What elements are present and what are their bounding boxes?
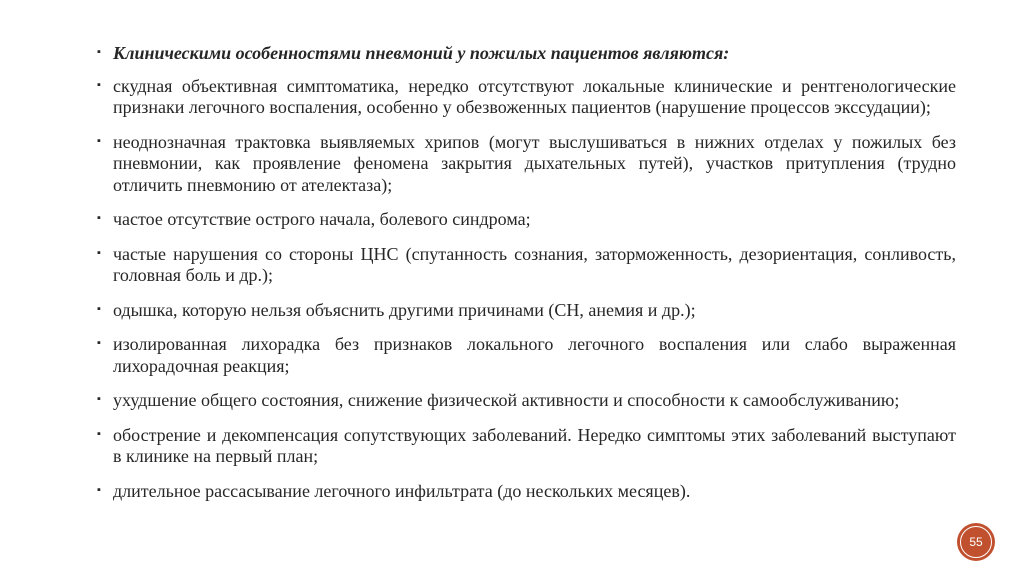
bullet-square-icon: ▪ [97, 302, 101, 315]
list-item-text: ухудшение общего состояния, снижение физической активности и способности к самообслуживанию; [113, 390, 900, 410]
list-item [96, 481, 956, 503]
list-item [96, 209, 956, 231]
list-item [96, 425, 956, 468]
list-item-text: частое отсутствие острого начала, болевого синдрома; [113, 209, 531, 229]
list-item-text: скудная объективная симптоматика, нередко отсутствуют локальные клинические и рентгенологические признаки легочного воспаления, особенно у обезвоженных пациентов (нарушение процессов экссудации); [113, 75, 956, 117]
list-item-text: длительное рассасывание легочного инфильтрата (до нескольких месяцев). [113, 480, 691, 501]
page-number: 55 [969, 535, 983, 549]
list-item [96, 244, 956, 287]
bullet-square-icon: ▪ [97, 46, 101, 58]
bullet-list [96, 43, 956, 515]
list-item [96, 132, 956, 197]
bullet-square-icon: ▪ [97, 134, 101, 147]
list-item [96, 76, 956, 119]
page-number-badge [957, 523, 995, 561]
list-item-text: изолированная лихорадка без признаков локального легочного воспаления или слабо выраженная лихорадочная реакция; [113, 334, 956, 376]
bullet-square-icon: ▪ [97, 427, 101, 440]
slide-heading [96, 43, 956, 65]
list-item-text: частые нарушения со стороны ЦНС (спутанность сознания, заторможенность, дезориентация, сонливость, головная боль и др.); [113, 243, 956, 285]
bullet-square-icon: ▪ [97, 483, 101, 496]
bullet-square-icon: ▪ [97, 78, 101, 91]
list-item-text: одышка, которую нельзя объяснить другими причинами (СН, анемия и др.); [113, 299, 696, 320]
bullet-square-icon: ▪ [97, 337, 101, 349]
bullet-square-icon: ▪ [97, 393, 101, 405]
list-item [96, 300, 956, 322]
list-item-text: обострение и декомпенсация сопутствующих заболеваний. Нередко симптомы этих заболеваний выступают в клинике на первый план; [113, 424, 956, 466]
list-item-text: неоднозначная трактовка выявляемых хрипов (могут выслушиваться в нижних отделах у пожилых без пневмонии, как проявление феномена закрытия дыхательных путей), участков притупления (трудно отличить пневмонию от ателектаза); [113, 131, 956, 195]
bullet-square-icon: ▪ [97, 246, 101, 259]
list-item [96, 390, 956, 412]
heading-text: Клиническими особенностями пневмоний у пожилых пациентов являются: [113, 43, 730, 63]
list-item [96, 334, 956, 377]
bullet-square-icon: ▪ [97, 212, 101, 224]
